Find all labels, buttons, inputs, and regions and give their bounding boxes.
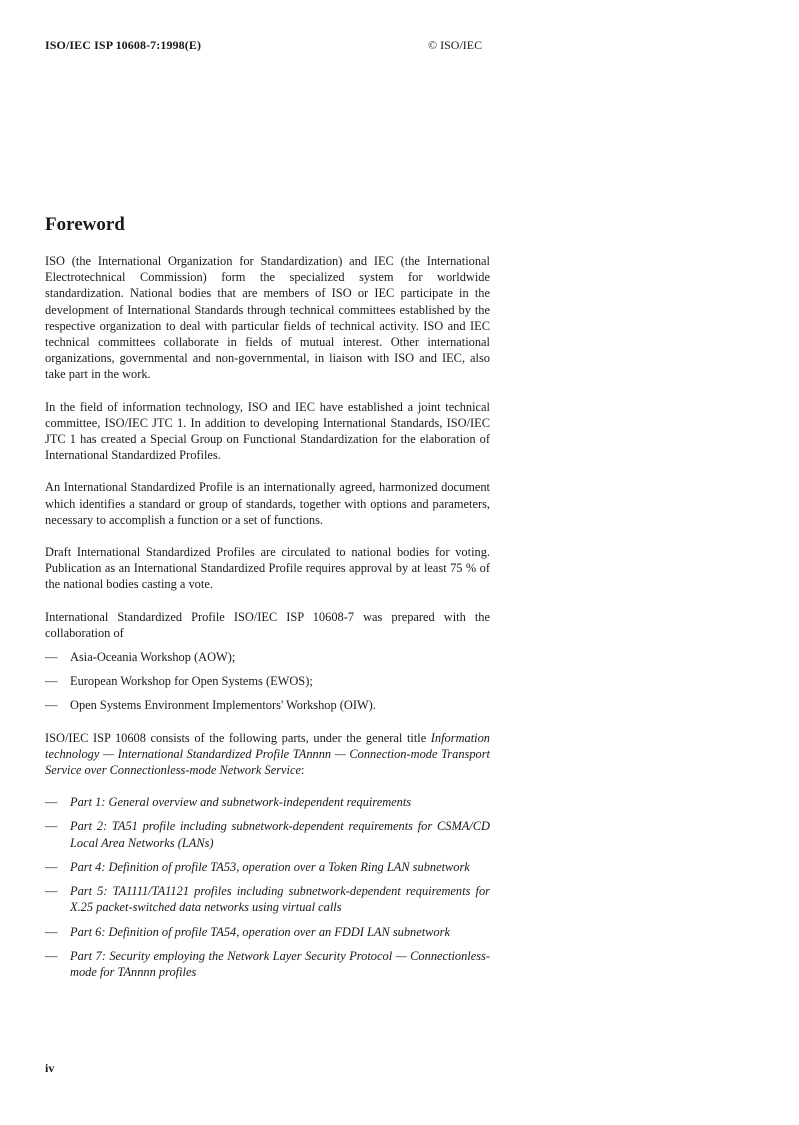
document-identifier: ISO/IEC ISP 10608-7:1998(E)	[45, 38, 202, 52]
dash-bullet: —	[45, 650, 58, 665]
part-title: Part 6: Definition of profile TA54, operation over an FDDI LAN subnetwork	[70, 924, 450, 939]
paragraph-isp-definition: An International Standardized Profile is an internationally agreed, harmonized document which identifies a standard or group of standards, together with options and parameters, necessary to accomplish a function or a set of functions.	[45, 480, 490, 527]
part-title: Part 5: TA1111/TA1121 profiles including subnetwork-dependent requirements for X.25 packet-switched data networks using virtual calls	[70, 884, 490, 915]
part-title: Part 4: Definition of profile TA53, operation over a Token Ring LAN subnetwork	[70, 859, 470, 874]
copyright-notice: © ISO/IEC	[428, 38, 483, 52]
list-item	[45, 948, 490, 980]
parts-intro-end: :	[301, 763, 305, 778]
list-item	[45, 859, 490, 875]
dash-bullet: —	[45, 819, 58, 834]
paragraph-jtc1: In the field of information technology, ISO and IEC have established a joint technical committee, ISO/IEC JTC 1. In addition to developing International Standards, ISO/IEC JTC 1 has created a Special Group on Functional Standardization for the elaboration of International Standardized Profiles.	[45, 399, 490, 463]
list-item	[45, 818, 490, 850]
list-item	[45, 794, 490, 810]
part-title: Part 1: General overview and subnetwork-independent requirements	[70, 795, 412, 810]
page-title: Foreword	[45, 214, 125, 235]
workshop-name: Asia-Oceania Workshop (AOW);	[70, 650, 236, 665]
part-title: Part 7: Security employing the Network Layer Security Protocol — Connectionless-mode for TAnnnn profiles	[70, 948, 490, 979]
paragraph-voting: Draft International Standardized Profiles are circulated to national bodies for voting. Publication as an International Standardized Profile requires approval by at least 75 % of the national bodies casting a vote.	[45, 545, 490, 592]
dash-bullet: —	[45, 674, 58, 689]
parts-intro-lead: ISO/IEC ISP 10608 consists of the following parts, under the general title	[45, 730, 427, 745]
workshop-list	[45, 649, 490, 714]
dash-bullet: —	[45, 924, 58, 939]
paragraph-iso-iec: ISO (the International Organization for Standardization) and IEC (the International Electrotechnical Commission) form the specialized system for worldwide standardization. National bodies that are members of ISO or IEC participate in the development of International Standards through technical committees established by the respective organization to deal with particular fields of technical activity. ISO and IEC technical committees collaborate in fields of mutual interest. Other international organizations, governmental and non-governmental, in liaison with ISO and IEC, also take part in the work.	[45, 254, 490, 382]
list-item	[45, 649, 490, 665]
dash-bullet: —	[45, 884, 58, 899]
paragraph-parts-intro	[45, 730, 490, 779]
dash-bullet: —	[45, 795, 58, 810]
list-item	[45, 697, 490, 713]
dash-bullet: —	[45, 698, 58, 713]
foreword-body	[45, 253, 490, 996]
paragraph-collaboration: International Standardized Profile ISO/IEC ISP 10608-7 was prepared with the collaboration of	[45, 609, 490, 640]
workshop-name: European Workshop for Open Systems (EWOS);	[70, 674, 313, 689]
workshop-name: Open Systems Environment Implementors' Workshop (OIW).	[70, 698, 376, 713]
parts-list	[45, 794, 490, 980]
parts-general-title: Information technology — International Standardized Profile TAnnnn — Connection-mode Transport Service over Connectionless-mode Network Service	[45, 730, 490, 778]
list-item	[45, 673, 490, 689]
list-item	[45, 924, 490, 940]
dash-bullet: —	[45, 948, 58, 963]
part-title: Part 2: TA51 profile including subnetwork-dependent requirements for CSMA/CD Local Area Networks (LANs)	[70, 819, 490, 850]
page-number: iv	[45, 1061, 55, 1075]
list-item	[45, 883, 490, 915]
dash-bullet: —	[45, 859, 58, 874]
